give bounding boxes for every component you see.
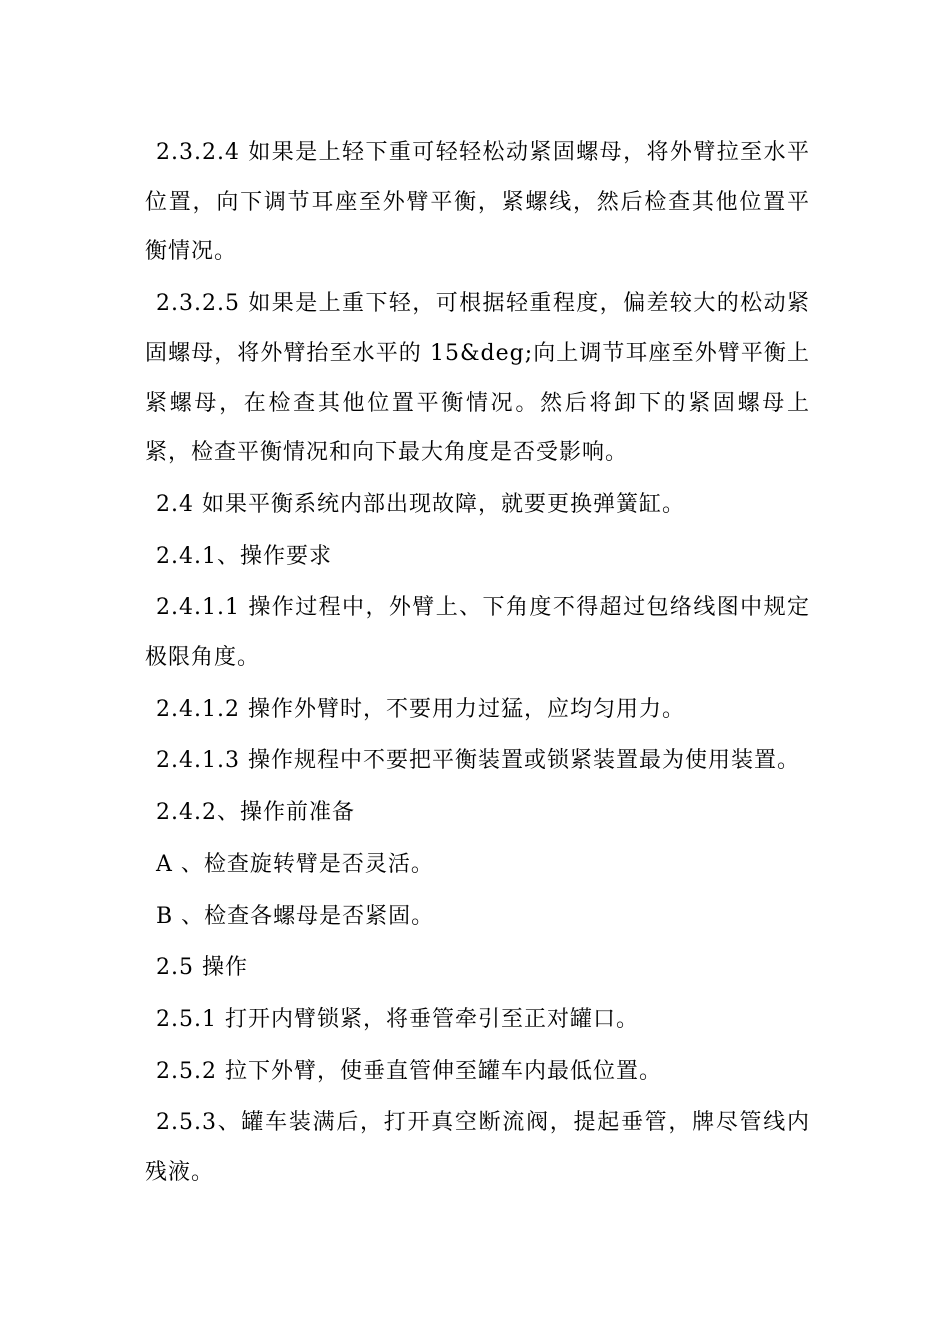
- paragraph-2-4-1-2: 2.4.1.2 操作外臂时，不要用力过猛，应均匀用力。: [156, 696, 685, 722]
- paragraph-2-4-1-1: 2.4.1.1 操作过程中，外臂上、下角度不得超过包络线图中规定极限角度。: [145, 595, 810, 671]
- paragraph-2-3-2-4: 2.3.2.4 如果是上轻下重可轻轻松动紧固螺母，将外臂拉至水平位置，向下调节耳座至外臂平衡，紧螺线，然后检查其他位置平衡情况。: [145, 140, 810, 265]
- paragraph-2-5-2: 2.5.2 拉下外臂，使垂直管伸至罐车内最低位置。: [156, 1058, 662, 1084]
- heading-2-4-2: 2.4.2、操作前准备: [156, 800, 355, 826]
- paragraph-2-3-2-5: 2.3.2.5 如果是上重下轻，可根据轻重程度，偏差较大的松动紧固螺母，将外臂抬至水平的 15&deg;向上调节耳座至外臂平衡上紧螺母，在检查其他位置平衡情况。然后将卸下的紧固螺母上紧，检查平衡情况和向下最大角度是否受影响。: [145, 291, 810, 466]
- list-item-b: B 、检查各螺母是否紧固。: [156, 903, 435, 929]
- paragraph-2-5-1: 2.5.1 打开内臂锁紧，将垂管牵引至正对罐口。: [156, 1006, 639, 1032]
- paragraph-2-4: 2.4 如果平衡系统内部出现故障，就要更换弹簧缸。: [156, 491, 685, 517]
- paragraph-2-5-3: 2.5.3、罐车装满后，打开真空断流阀，提起垂管，牌尽管线内残液。: [145, 1110, 810, 1186]
- heading-2-5: 2.5 操作: [156, 955, 248, 981]
- paragraph-2-4-1-3: 2.4.1.3 操作规程中不要把平衡装置或锁紧装置最为使用装置。: [156, 748, 800, 774]
- document-body: [145, 128, 810, 1200]
- list-item-a: A 、检查旋转臂是否灵活。: [156, 851, 434, 877]
- heading-2-4-1: 2.4.1、操作要求: [156, 543, 332, 569]
